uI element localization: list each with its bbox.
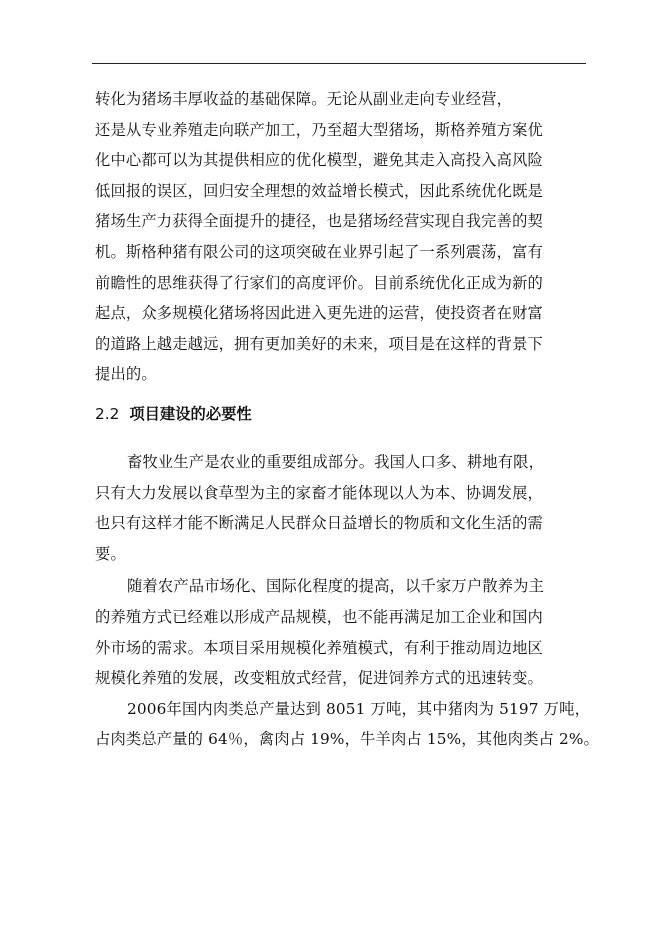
header-rule bbox=[92, 63, 586, 64]
text-line: 化中心都可以为其提供相应的优化模型，避免其走入高投入高风险 bbox=[95, 151, 543, 170]
document-body bbox=[95, 84, 600, 755]
text-line: 占肉类总产量的 64％，禽肉占 19%，牛羊肉占 15%，其他肉类占 2%。 bbox=[95, 730, 600, 749]
text-line: 只有大力发展以食草型为主的家畜才能体现以人为本、协调发展， bbox=[95, 483, 543, 502]
text-line: 也只有这样才能不断满足人民群众日益增长的物质和文化生活的需 bbox=[95, 514, 543, 533]
text-line: 低回报的误区，回归安全理想的效益增长模式，因此系统优化既是 bbox=[95, 181, 543, 200]
text-line: 规模化养殖的发展，改变粗放式经营，促进饲养方式的迅速转变。 bbox=[95, 669, 543, 688]
section-heading bbox=[95, 399, 600, 429]
paragraph-4 bbox=[95, 694, 600, 755]
text-line: 随着农产品市场化、国际化程度的提高，以千家万户散养为主 bbox=[127, 577, 545, 596]
text-line: 转化为猪场丰厚收益的基础保障。无论从副业走向专业经营， bbox=[95, 90, 513, 108]
text-line: 的道路上越走越远，拥有更加美好的未来，项目是在这样的背景下 bbox=[95, 334, 543, 353]
paragraph-2 bbox=[95, 447, 600, 569]
section-title: 项目建设的必要性 bbox=[129, 404, 252, 423]
text-line: 畜牧业生产是农业的重要组成部分。我国人口多、耕地有限， bbox=[127, 452, 545, 471]
paragraph-1 bbox=[95, 84, 600, 390]
text-line: 机。斯格种猪有限公司的这项突破在业界引起了一系列震荡，富有 bbox=[95, 242, 543, 261]
text-line: 提出的。 bbox=[95, 365, 157, 384]
text-line: 2006年国内肉类总产量达到 8051 万吨，其中猪肉为 5197 万吨， bbox=[127, 699, 591, 718]
section-number: 2.2 bbox=[95, 404, 120, 423]
text-line: 起点，众多规模化猪场将因此进入更先进的运营，使投资者在财富 bbox=[95, 304, 543, 323]
text-line: 前瞻性的思维获得了行家们的高度评价。目前系统优化正成为新的 bbox=[95, 273, 543, 292]
text-line: 外市场的需求。本项目采用规模化养殖模式，有利于推动周边地区 bbox=[95, 638, 543, 657]
text-line: 还是从专业养殖走向联产加工，乃至超大型猪场，斯格养殖方案优 bbox=[95, 120, 543, 139]
text-line: 猪场生产力获得全面提升的捷径，也是猪场经营实现自我完善的契 bbox=[95, 212, 543, 231]
text-line: 要。 bbox=[95, 544, 126, 563]
paragraph-3 bbox=[95, 571, 600, 693]
text-line: 的养殖方式已经难以形成产品规模，也不能再满足加工企业和国内 bbox=[95, 607, 543, 626]
